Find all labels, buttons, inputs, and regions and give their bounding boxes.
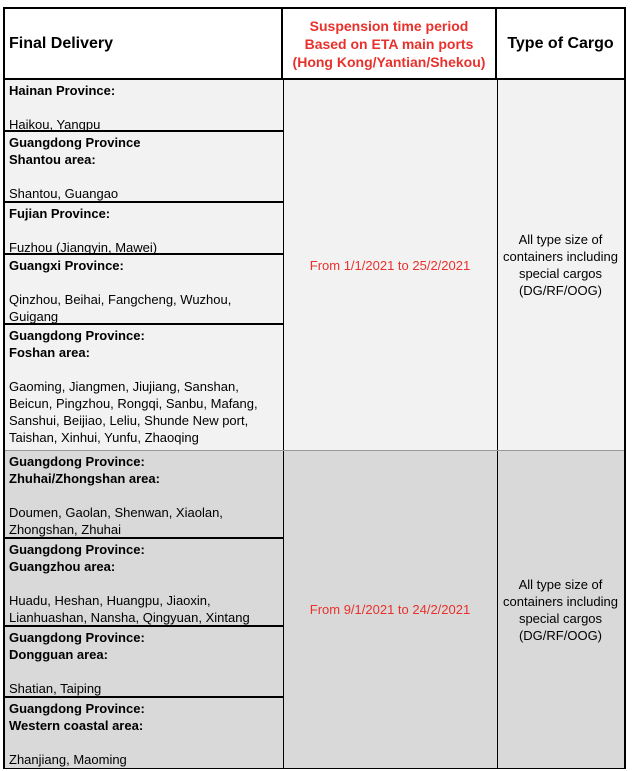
cargo-line: All type size of: [518, 232, 603, 247]
entry-places: Lianhuashan, Nansha, Qingyuan, Xintang: [9, 610, 250, 625]
group-2: [5, 450, 624, 768]
group-1: [5, 80, 624, 450]
entry-heading: Shantou area:: [9, 152, 96, 167]
entry-heading: Hainan Province:: [9, 83, 116, 98]
delivery-entry-guangxi: [5, 255, 283, 325]
entry-heading: Zhuhai/Zhongshan area:: [9, 471, 160, 486]
entry-places: Beicun, Pingzhou, Rongqi, Sanbu, Mafang,: [9, 396, 258, 411]
delivery-entry-foshan: [5, 325, 283, 450]
delivery-entry-dongguan: [5, 627, 283, 698]
delivery-entry-western-coastal: [5, 698, 283, 768]
entry-places: Gaoming, Jiangmen, Jiujiang, Sanshan,: [9, 379, 239, 394]
entry-places: Shatian, Taiping: [9, 681, 102, 696]
suspension-period-2: From 9/1/2021 to 24/2/2021: [309, 602, 471, 617]
entry-places: Zhanjiang, Maoming: [9, 752, 127, 767]
header-suspension-line2: Based on ETA main ports: [304, 35, 474, 52]
delivery-entry-hainan: [5, 80, 283, 132]
entry-heading: Guangdong Province:: [9, 328, 145, 343]
entry-places: Sanshui, Beijiao, Leliu, Shunde New port,: [9, 413, 249, 428]
entry-heading: Guangdong Province: [9, 135, 141, 150]
entry-heading: Dongguan area:: [9, 647, 108, 662]
delivery-entry-zhuhai-zhongshan: [5, 451, 283, 539]
cargo-line: (DG/RF/OOG): [518, 283, 603, 298]
delivery-entry-shantou: [5, 132, 283, 203]
header-suspension-period: [283, 9, 497, 80]
entry-heading: Guangdong Province:: [9, 630, 145, 645]
entry-places: Doumen, Gaolan, Shenwan, Xiaolan,: [9, 505, 223, 520]
delivery-entry-guangzhou: [5, 539, 283, 627]
entry-places: Haikou, Yangpu: [9, 117, 101, 132]
entry-heading: Guangdong Province:: [9, 542, 145, 557]
entry-heading: Guangdong Province:: [9, 454, 145, 469]
cargo-type-2: [497, 451, 624, 768]
entry-places: Taishan, Xinhui, Yunfu, Zhaoqing: [9, 430, 199, 445]
entry-heading: Western coastal area:: [9, 718, 144, 733]
cargo-line: special cargos: [518, 610, 603, 626]
entry-heading: Foshan area:: [9, 345, 90, 360]
entry-places: Zhongshan, Zhuhai: [9, 522, 122, 537]
entry-places: Shantou, Guangao: [9, 186, 119, 201]
entry-places: Huadu, Heshan, Huangpu, Jiaoxin,: [9, 593, 211, 608]
delivery-suspension-table: [3, 7, 626, 769]
header-cargo-type-label: Type of Cargo: [507, 34, 614, 52]
suspension-period-1: From 1/1/2021 to 25/2/2021: [309, 257, 471, 273]
cargo-line: (DG/RF/OOG): [518, 627, 603, 643]
entry-places: Guigang: [9, 309, 59, 324]
cargo-line: containers including: [503, 593, 618, 609]
header-suspension-line1: Suspension time period: [309, 17, 469, 34]
entry-places: Qinzhou, Beihai, Fangcheng, Wuzhou,: [9, 292, 232, 307]
cargo-type-1: [497, 80, 624, 450]
entry-heading: Guangxi Province:: [9, 258, 124, 273]
delivery-entry-fujian: [5, 203, 283, 255]
header-suspension-line3: (Hong Kong/Yantian/Shekou): [292, 53, 486, 70]
header-cargo-type: [497, 9, 624, 80]
cargo-line: containers including: [503, 249, 618, 264]
header-final-delivery-label: Final Delivery: [9, 34, 114, 52]
entry-places: Fuzhou (Jiangyin, Mawei): [9, 240, 158, 255]
cargo-line: special cargos: [518, 266, 603, 281]
cargo-line: All type size of: [518, 576, 603, 592]
entry-heading: Fujian Province:: [9, 206, 111, 221]
header-final-delivery: [5, 9, 283, 80]
entry-heading: Guangzhou area:: [9, 559, 116, 574]
entry-heading: Guangdong Province:: [9, 701, 145, 716]
